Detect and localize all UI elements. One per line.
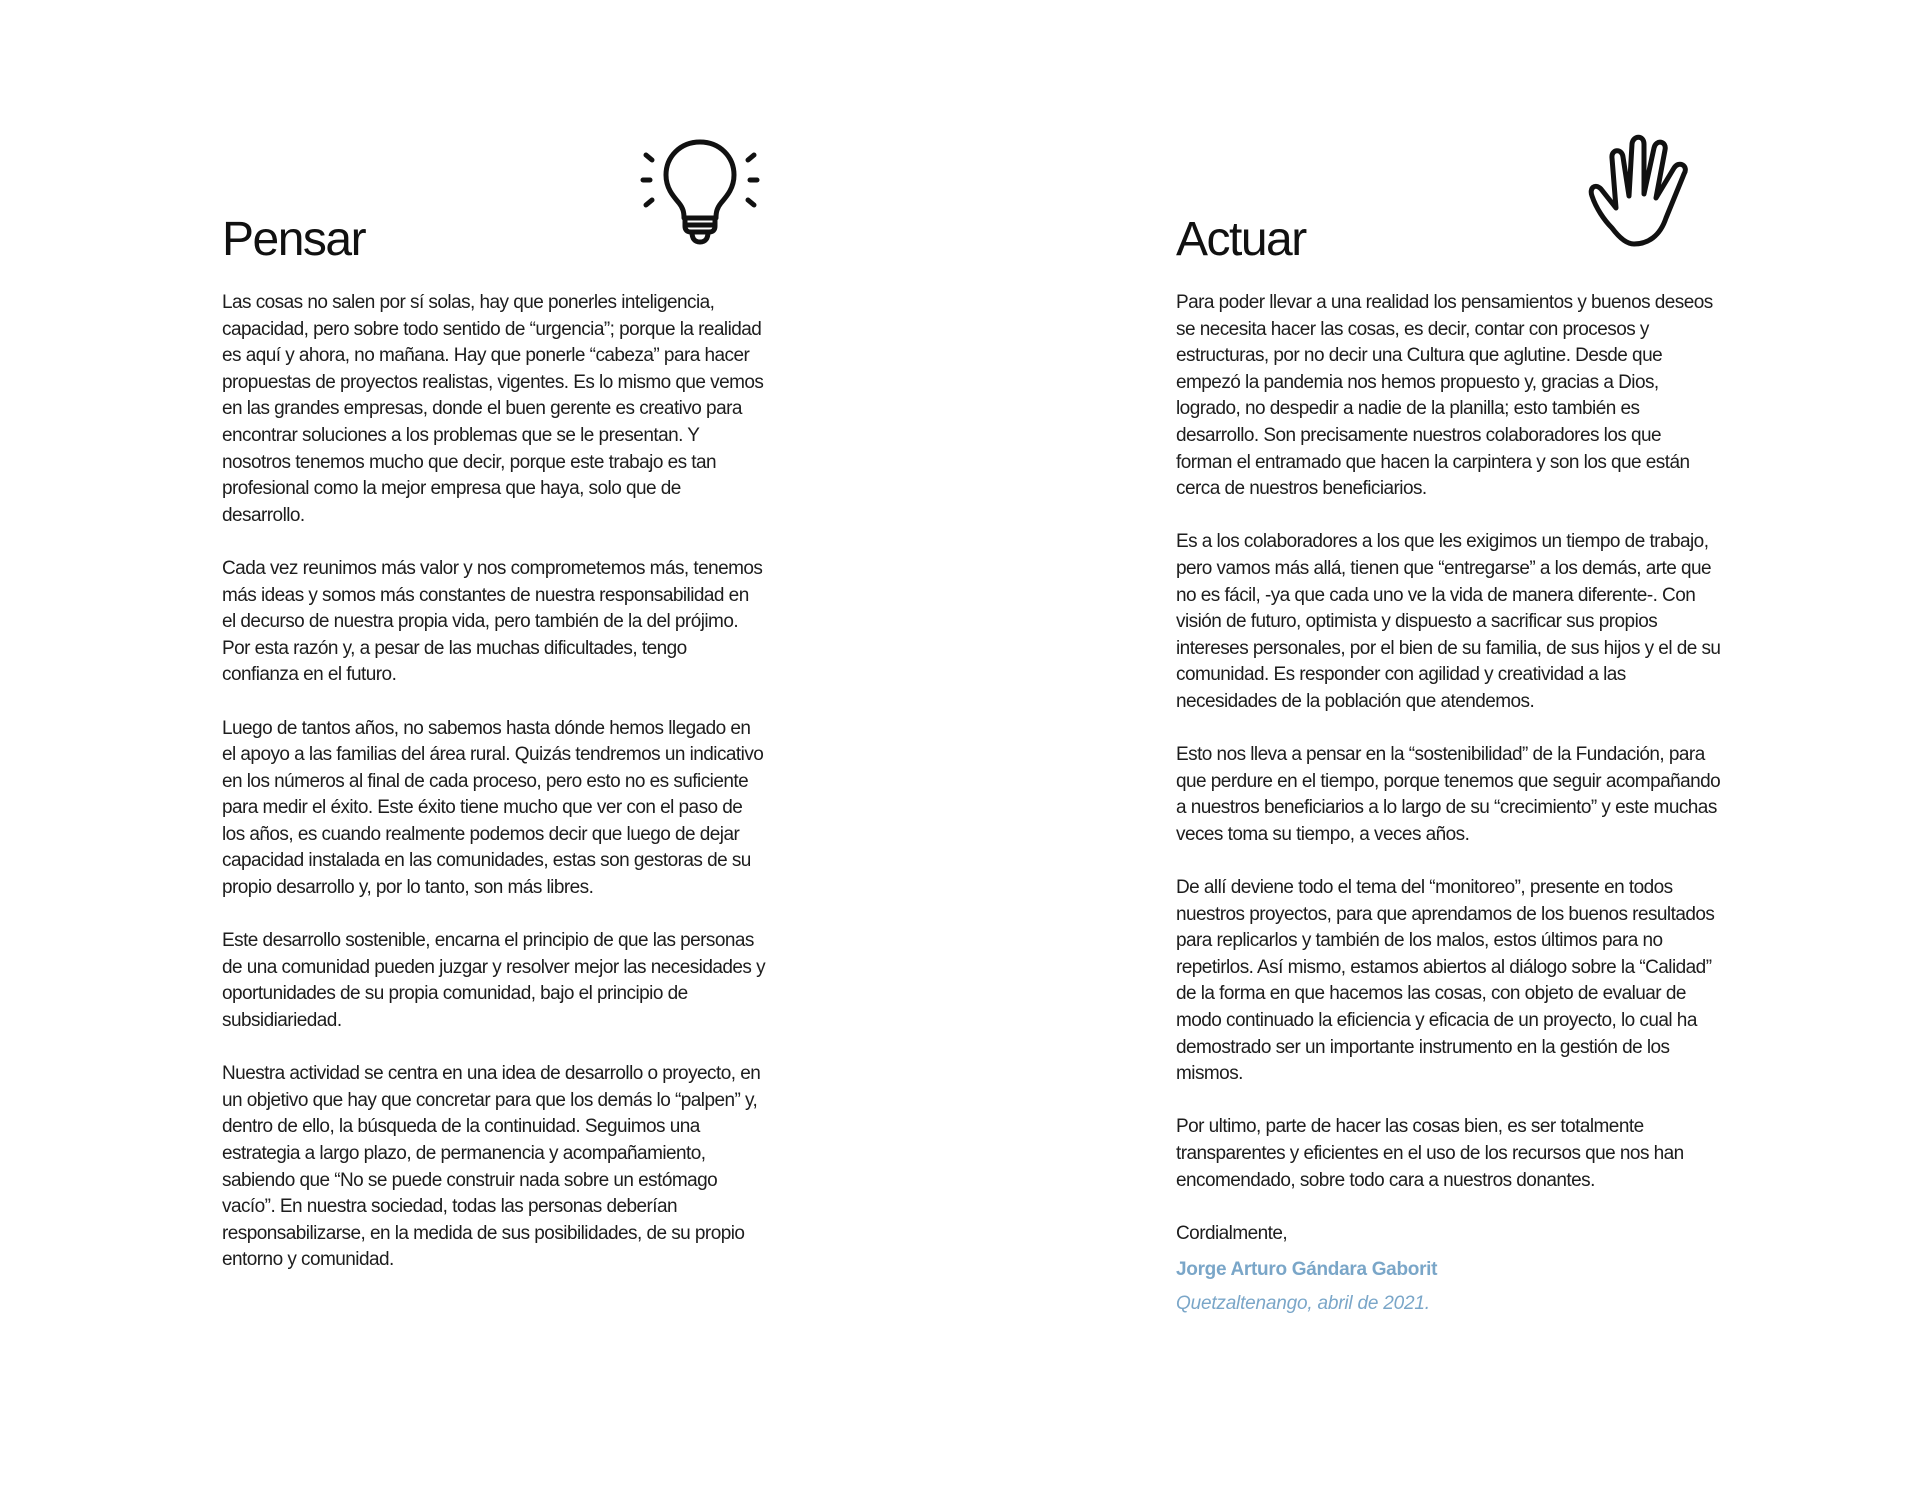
actuar-paragraph-4: De allí deviene todo el tema del “monitoreo”, presente en todos nuestros proyectos, para que aprendamos de los buenos resultados para replicarlos y también de los malos, estos últimos para no repetirlos. Así mismo, estamos abiertos al diálogo sobre la “Calidad” de la forma en que hacemos las cosas, con objeto de evaluar de modo continuado la eficiencia y eficacia de un proyecto, lo cual ha demostrado ser un importante instrumento en la gestión de los mismos. [1176,877,1715,1085]
pensar-section [222,208,767,1301]
signature-place-date: Quetzaltenango, abril de 2021. [1176,1292,1430,1314]
pensar-paragraph-5: Nuestra actividad se centra en una idea de desarrollo o proyecto, en un objetivo que hay que concretar para que los demás lo “palpen” y, dentro de ello, la búsqueda de la continuidad. Seguimos una estrategia a largo plazo, de permanencia y acompañamiento, sabiendo que “No se puede construir nada sobre un estómago vacío”. En nuestra sociedad, todas las personas deberían responsabilizarse, en la medida de sus posibilidades, de su propio entorno y comunidad. [222,1063,761,1271]
pensar-paragraph-1: Las cosas no salen por sí solas, hay que ponerles inteligencia, capacidad, pero sobre todo sentido de “urgencia”; porque la realidad es aquí y ahora, no mañana. Hay que ponerle “cabeza” para hacer propuestas de proyectos realistas, vigentes. Es lo mismo que vemos en las grandes empresas, donde el buen gerente es creativo para encontrar soluciones a los problemas que se le presentan. Y nosotros tenemos mucho que decir, porque este trabajo es tan profesional como la mejor empresa que haya, solo que de desarrollo. [222,292,764,526]
actuar-paragraph-5: Por ultimo, parte de hacer las cosas bien, es ser totalmente transparentes y eficientes en el uso de los recursos que nos han encomendado, sobre todo cara a nuestros donantes. [1176,1116,1684,1191]
lightbulb-icon [640,136,760,256]
closing-salutation: Cordialmente, [1176,1222,1288,1244]
actuar-paragraph-3: Esto nos lleva a pensar en la “sostenibilidad” de la Fundación, para que perdure en el tiempo, porque tenemos que seguir acompañando a nuestros beneficiarios a lo largo de su “crecimiento” y este muchas veces toma su tiempo, a veces años. [1176,744,1721,845]
raised-hand-icon [1582,132,1712,262]
pensar-title: Pensar [222,213,366,266]
pensar-paragraph-3: Luego de tantos años, no sabemos hasta dónde hemos llegado en el apoyo a las familias del área rural. Quizás tendremos un indicativo en los números al final de cada proceso, pero esto no es suficiente para medir el éxito. Este éxito tiene mucho que ver con el paso de los años, es cuando realmente podemos decir que luego de dejar capacidad instalada en las comunidades, estas son gestoras de su propio desarrollo y, por lo tanto, son más libres. [222,717,764,899]
actuar-paragraph-1: Para poder llevar a una realidad los pensamientos y buenos deseos se necesita hacer las cosas, es decir, contar con procesos y estructuras, por no decir una Cultura que aglutine. Desde que empezó la pandemia nos hemos propuesto y, gracias a Dios, logrado, no despedir a nadie de la planilla; esto también es desarrollo. Son precisamente nuestros colaboradores los que forman el entramado que hacen la carpintera y son los que están cerca de nuestros beneficiarios. [1176,292,1713,500]
pensar-paragraph-2: Cada vez reunimos más valor y nos comprometemos más, tenemos más ideas y somos más constantes de nuestra responsabilidad en el decurso de nuestra propia vida, pero también de la del prójimo. Por esta razón y, a pesar de las muchas dificultades, tengo confianza en el futuro. [222,557,763,686]
actuar-paragraph-2: Es a los colaboradores a los que les exigimos un tiempo de trabajo, pero vamos más allá, tienen que “entregarse” a los demás, arte que no es fácil, -ya que cada uno ve la vida de manera diferente-. Con visión de futuro, optimista y dispuesto a sacrificar sus propios intereses personales, por el bien de su familia, de sus hijos y el de su comunidad. Es responder con agilidad y creatividad a las necesidades de la población que atendemos. [1176,531,1721,712]
pensar-paragraph-4: Este desarrollo sostenible, encarna el principio de que las personas de una comunidad pueden juzgar y resolver mejor las necesidades y oportunidades de su propia comunidad, bajo el principio de subsidiariedad. [222,930,766,1032]
signature-name: Jorge Arturo Gándara Gaborit [1176,1259,1438,1281]
actuar-title: Actuar [1176,213,1306,266]
actuar-section [1176,208,1721,1318]
